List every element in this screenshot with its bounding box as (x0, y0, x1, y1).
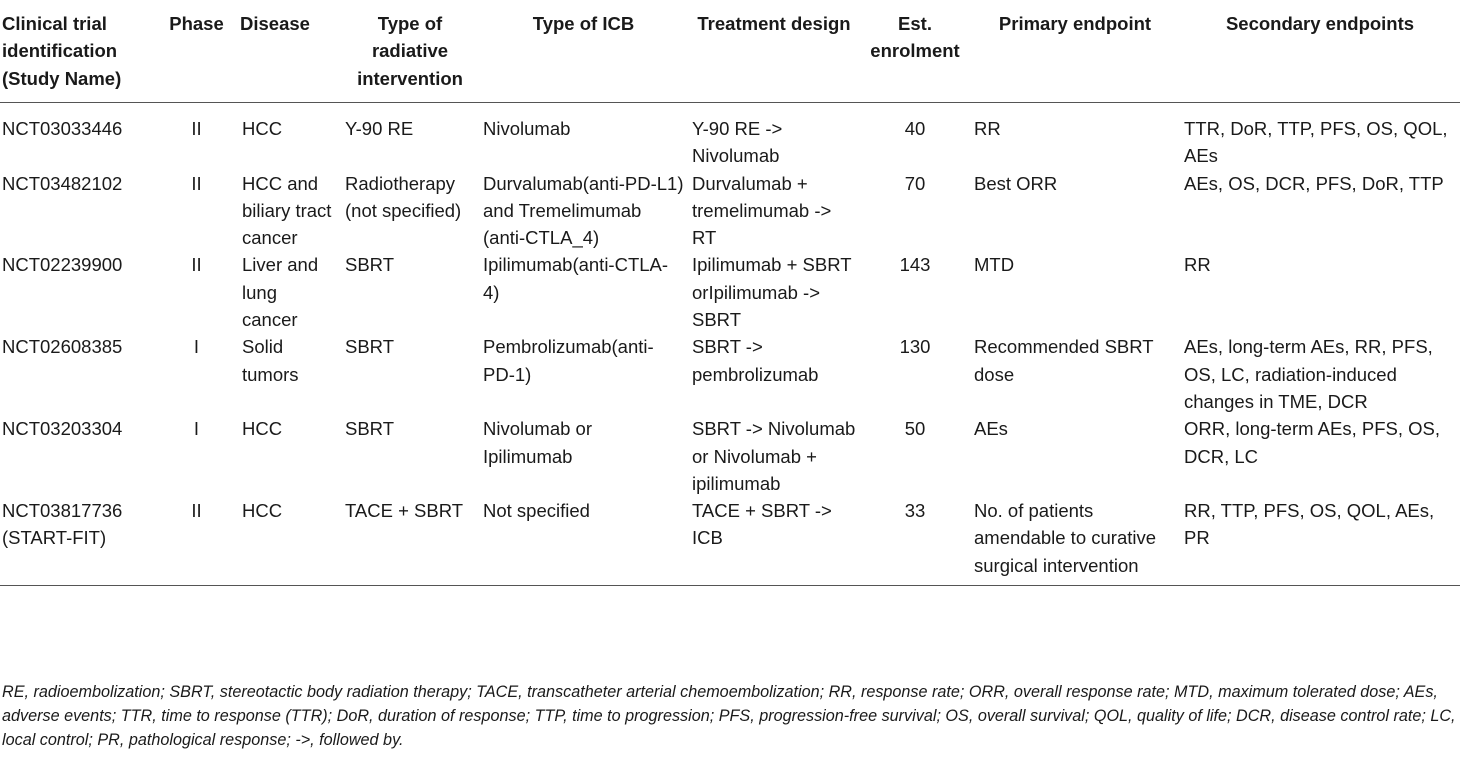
cell-phase: I (193, 336, 200, 358)
col-header-phase: Phase (155, 4, 238, 103)
cell-treatment-design: TACE + SBRT -> ICB (688, 497, 860, 585)
cell-phase: II (155, 497, 238, 585)
cell-secondary-endpoints: AEs, OS, DCR, PFS, DoR, TTP (1184, 172, 1444, 194)
table-row (0, 497, 1460, 585)
col-header-disease: Disease (238, 4, 341, 103)
cell-trial-id: NCT02239900 (2, 254, 123, 276)
cell-icb-type: Pembrolizumab(anti-PD-1) (483, 336, 654, 385)
cell-phase: I (193, 418, 200, 440)
col-header-treatment-design: Treatment design (688, 4, 860, 103)
cell-disease: HCC (238, 497, 341, 585)
cell-icb-type: Nivolumab (483, 118, 571, 139)
cell-phase: II (191, 172, 202, 194)
cell-enrolment: 70 (904, 172, 926, 194)
table-row (0, 415, 1460, 497)
cell-icb-type: Ipilimumab(anti-CTLA-4) (483, 254, 669, 303)
table-row (0, 103, 1460, 170)
cell-icb-type: Not specified (479, 497, 688, 585)
cell-primary-endpoint: MTD (974, 254, 1015, 276)
cell-primary-endpoint: RR (974, 118, 1001, 139)
cell-radiative-intervention: Y-90 RE (345, 118, 414, 139)
cell-secondary-endpoints: RR, TTP, PFS, OS, QOL, AEs, PR (1180, 497, 1460, 585)
cell-enrolment: 143 (899, 254, 931, 276)
cell-secondary-endpoints: RR (1184, 254, 1211, 276)
cell-enrolment: 50 (904, 418, 926, 440)
clinical-trials-table (0, 4, 1460, 586)
cell-enrolment: 130 (899, 336, 931, 358)
col-header-secondary-endpoints: Secondary endpoints (1180, 4, 1460, 103)
cell-radiative-intervention: SBRT (345, 418, 395, 440)
cell-disease: Solid tumors (242, 336, 299, 385)
cell-radiative-intervention: SBRT (345, 254, 395, 276)
table-row (0, 333, 1460, 415)
cell-disease: HCC and biliary tract cancer (242, 172, 332, 249)
cell-treatment-design: SBRT -> pembrolizumab (692, 336, 819, 385)
col-header-radiative-intervention: Type of radiative intervention (341, 4, 479, 103)
table-row (0, 251, 1460, 333)
cell-radiative-intervention: Radiotherapy (not specified) (345, 172, 462, 221)
cell-trial-id: NCT03817736 (START-FIT) (0, 497, 155, 585)
col-header-trial-id: Clinical trial identification (Study Name) (0, 4, 155, 103)
cell-disease: Liver and lung cancer (242, 254, 319, 331)
cell-treatment-design: Durvalumab + tremelimumab -> RT (692, 172, 832, 249)
table-footnote: RE, radioembolization; SBRT, stereotactic body radiation therapy; TACE, transcatheter arterial chemoembolization; RR, response rate; ORR, overall response rate; MTD, maximum tolerated dose; AEs, adverse events; TTR, time to response (TTR); DoR, duration of response; TTP, time to progression; PFS, progression-free survival; OS, overall survival; QOL, quality of life; DCR, disease control rate; LC, local control; PR, pathological response; ->, followed by. (2, 683, 1456, 749)
cell-radiative-intervention: SBRT (345, 336, 395, 358)
col-header-icb-type: Type of ICB (479, 4, 688, 103)
cell-trial-id: NCT03482102 (2, 172, 123, 194)
cell-icb-type: Durvalumab(anti-PD-L1) and Tremelimumab (anti-CTLA_4) (483, 172, 684, 249)
cell-disease: HCC (242, 118, 283, 139)
cell-phase: II (191, 254, 202, 276)
cell-treatment-design: SBRT -> Nivolumab or Nivolumab + ipilimumab (692, 418, 856, 494)
cell-primary-endpoint: Recommended SBRT dose (974, 336, 1154, 385)
cell-trial-id: NCT03203304 (2, 418, 123, 440)
cell-enrolment: 40 (904, 118, 926, 139)
cell-primary-endpoint: No. of patients amendable to curative surgical intervention (970, 497, 1180, 585)
cell-trial-id: NCT02608385 (2, 336, 123, 358)
cell-treatment-design: Y-90 RE -> Nivolumab (692, 118, 783, 167)
cell-icb-type: Nivolumab or Ipilimumab (483, 418, 592, 467)
cell-disease: HCC (242, 418, 283, 440)
cell-radiative-intervention: TACE + SBRT (341, 497, 479, 585)
cell-secondary-endpoints: AEs, long-term AEs, RR, PFS, OS, LC, radiation-induced changes in TME, DCR (1184, 336, 1433, 412)
header-row (0, 4, 1460, 103)
cell-primary-endpoint: Best ORR (974, 172, 1058, 194)
table-row (0, 170, 1460, 252)
cell-enrolment: 33 (860, 497, 970, 585)
cell-phase: II (191, 118, 202, 139)
col-header-primary-endpoint: Primary endpoint (970, 4, 1180, 103)
col-header-enrolment: Est. enrolment (860, 4, 970, 103)
cell-secondary-endpoints: ORR, long-term AEs, PFS, OS, DCR, LC (1184, 418, 1440, 467)
cell-primary-endpoint: AEs (974, 418, 1008, 440)
cell-secondary-endpoints: TTR, DoR, TTP, PFS, OS, QOL, AEs (1184, 118, 1448, 167)
cell-trial-id: NCT03033446 (2, 118, 123, 139)
cell-treatment-design: Ipilimumab + SBRT orIpilimumab -> SBRT (692, 254, 852, 331)
